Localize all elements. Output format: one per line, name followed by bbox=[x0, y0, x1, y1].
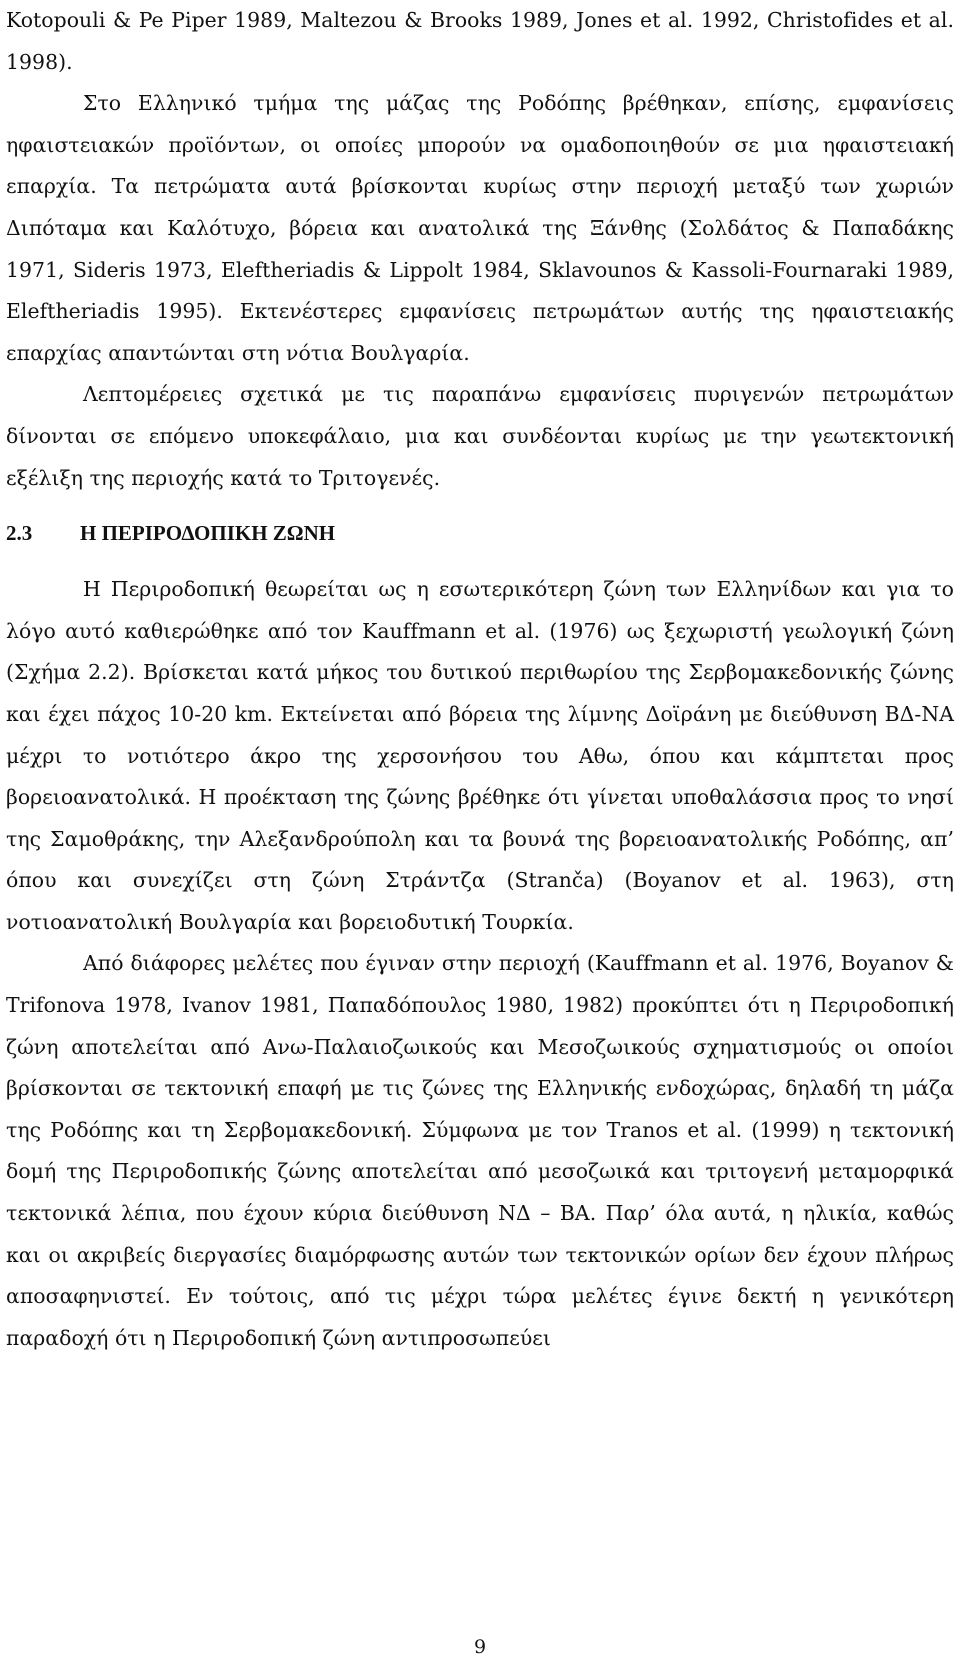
page-number: 9 bbox=[473, 1636, 487, 1658]
document-page bbox=[6, 0, 954, 1359]
paragraph-igneous-details: Λεπτομέρειες σχετικά με τις παραπάνω εμφανίσεις πυριγενών πετρωμάτων δίνονται σε επόμενο υποκεφάλαιο, μια και συνδέονται κυρίως με την γεωτεκτονική εξέλιξη της περιοχής κατά το Τριτογενές. bbox=[6, 382, 954, 490]
paragraph-circum-rhodope-intro: Η Περιροδοπική θεωρείται ως η εσωτερικότερη ζώνη των Ελληνίδων και για το λόγο αυτό καθιερώθηκε από τον Kauffmann et al. (1976) ως ξεχωριστή γεωλογική ζώνη (Σχήμα 2.2). Βρίσκεται κατά μήκος του δυτικού περιθωρίου της Σερβομακεδονικής ζώνης και έχει πάχος 10-20 km. Εκτείνεται από βόρεια της λίμνης Δοϊράνη με διεύθυνση ΒΔ-ΝΑ μέχρι το νοτιότερο άκρο της χερσονήσου του Αθω, όπου και κάμπτεται προς βορειοανατολικά. Η προέκταση της ζώνης βρέθηκε ότι γίνεται υποθαλάσσια προς το νησί της Σαμοθράκης, την Αλεξανδρούπολη και τα βουνά της βορειοανατολικής Ροδόπης, απ’ όπου και συνεχίζει στη ζώνη Στράντζα (Stranča) (Boyanov et al. 1963), στη νοτιοανατολική Βουλγαρία και βορειοδυτική Τουρκία. bbox=[6, 577, 954, 934]
paragraph-circum-rhodope-studies: Από διάφορες μελέτες που έγιναν στην περιοχή (Kauffmann et al. 1976, Boyanov & Trifonova 1978, Ivanov 1981, Παπαδόπουλος 1980, 1982) προκύπτει ότι η Περιροδοπική ζώνη αποτελείται από Ανω-Παλαιοζωικούς και Μεσοζωικούς σχηματισμούς οι οποίοι βρίσκονται σε τεκτονική επαφή με τις ζώνες της Ελληνικής ενδοχώρας, δηλαδή τη μάζα της Ροδόπης και τη Σερβομακεδονική. Σύμφωνα με τον Tranos et al. (1999) η τεκτονική δομή της Περιροδοπικής ζώνης αποτελείται από μεσοζωικά και τριτογενή μεταμορφικά τεκτονικά λέπια, που έχουν κύρια διεύθυνση ΝΔ – ΒΑ. Παρ’ όλα αυτά, η ηλικία, καθώς και οι ακριβείς διεργασίες διαμόρφωσης αυτών των τεκτονικών ορίων δεν έχουν πλήρως αποσαφηνιστεί. Εν τούτοις, από τις μέχρι τώρα μελέτες έγινε δεκτή η γενικότερη παραδοχή ότι η Περιροδοπική ζώνη αντιπροσωπεύει bbox=[6, 951, 954, 1350]
section-number: 2.3 bbox=[6, 521, 33, 546]
section-title: Η ΠΕΡΙΡΟΔΟΠΙΚΗ ΖΩΝΗ bbox=[80, 521, 336, 546]
paragraph-volcanic-province: Στο Ελληνικό τμήμα της μάζας της Ροδόπης βρέθηκαν, επίσης, εμφανίσεις ηφαιστειακών προϊόντων, οι οποίες μπορούν να ομαδοποιηθούν σε μια ηφαιστειακή επαρχία. Τα πετρώματα αυτά βρίσκονται κυρίως στην περιοχή μεταξύ των χωριών Διπόταμα και Καλότυχο, βόρεια και ανατολικά της Ξάνθης (Σολδάτος & Παπαδάκης 1971, Sideris 1973, Eleftheriadis & Lippolt 1984, Sklavounos & Kassoli-Fournaraki 1989, Eleftheriadis 1995). Εκτενέστερες εμφανίσεις πετρωμάτων αυτής της ηφαιστειακής επαρχίας απαντώνται στη νότια Βουλγαρία. bbox=[6, 91, 954, 365]
paragraph-references-end: Kotopouli & Pe Piper 1989, Maltezou & Brooks 1989, Jones et al. 1992, Christofides et al. 1998). bbox=[6, 8, 954, 74]
section-heading bbox=[6, 499, 954, 569]
